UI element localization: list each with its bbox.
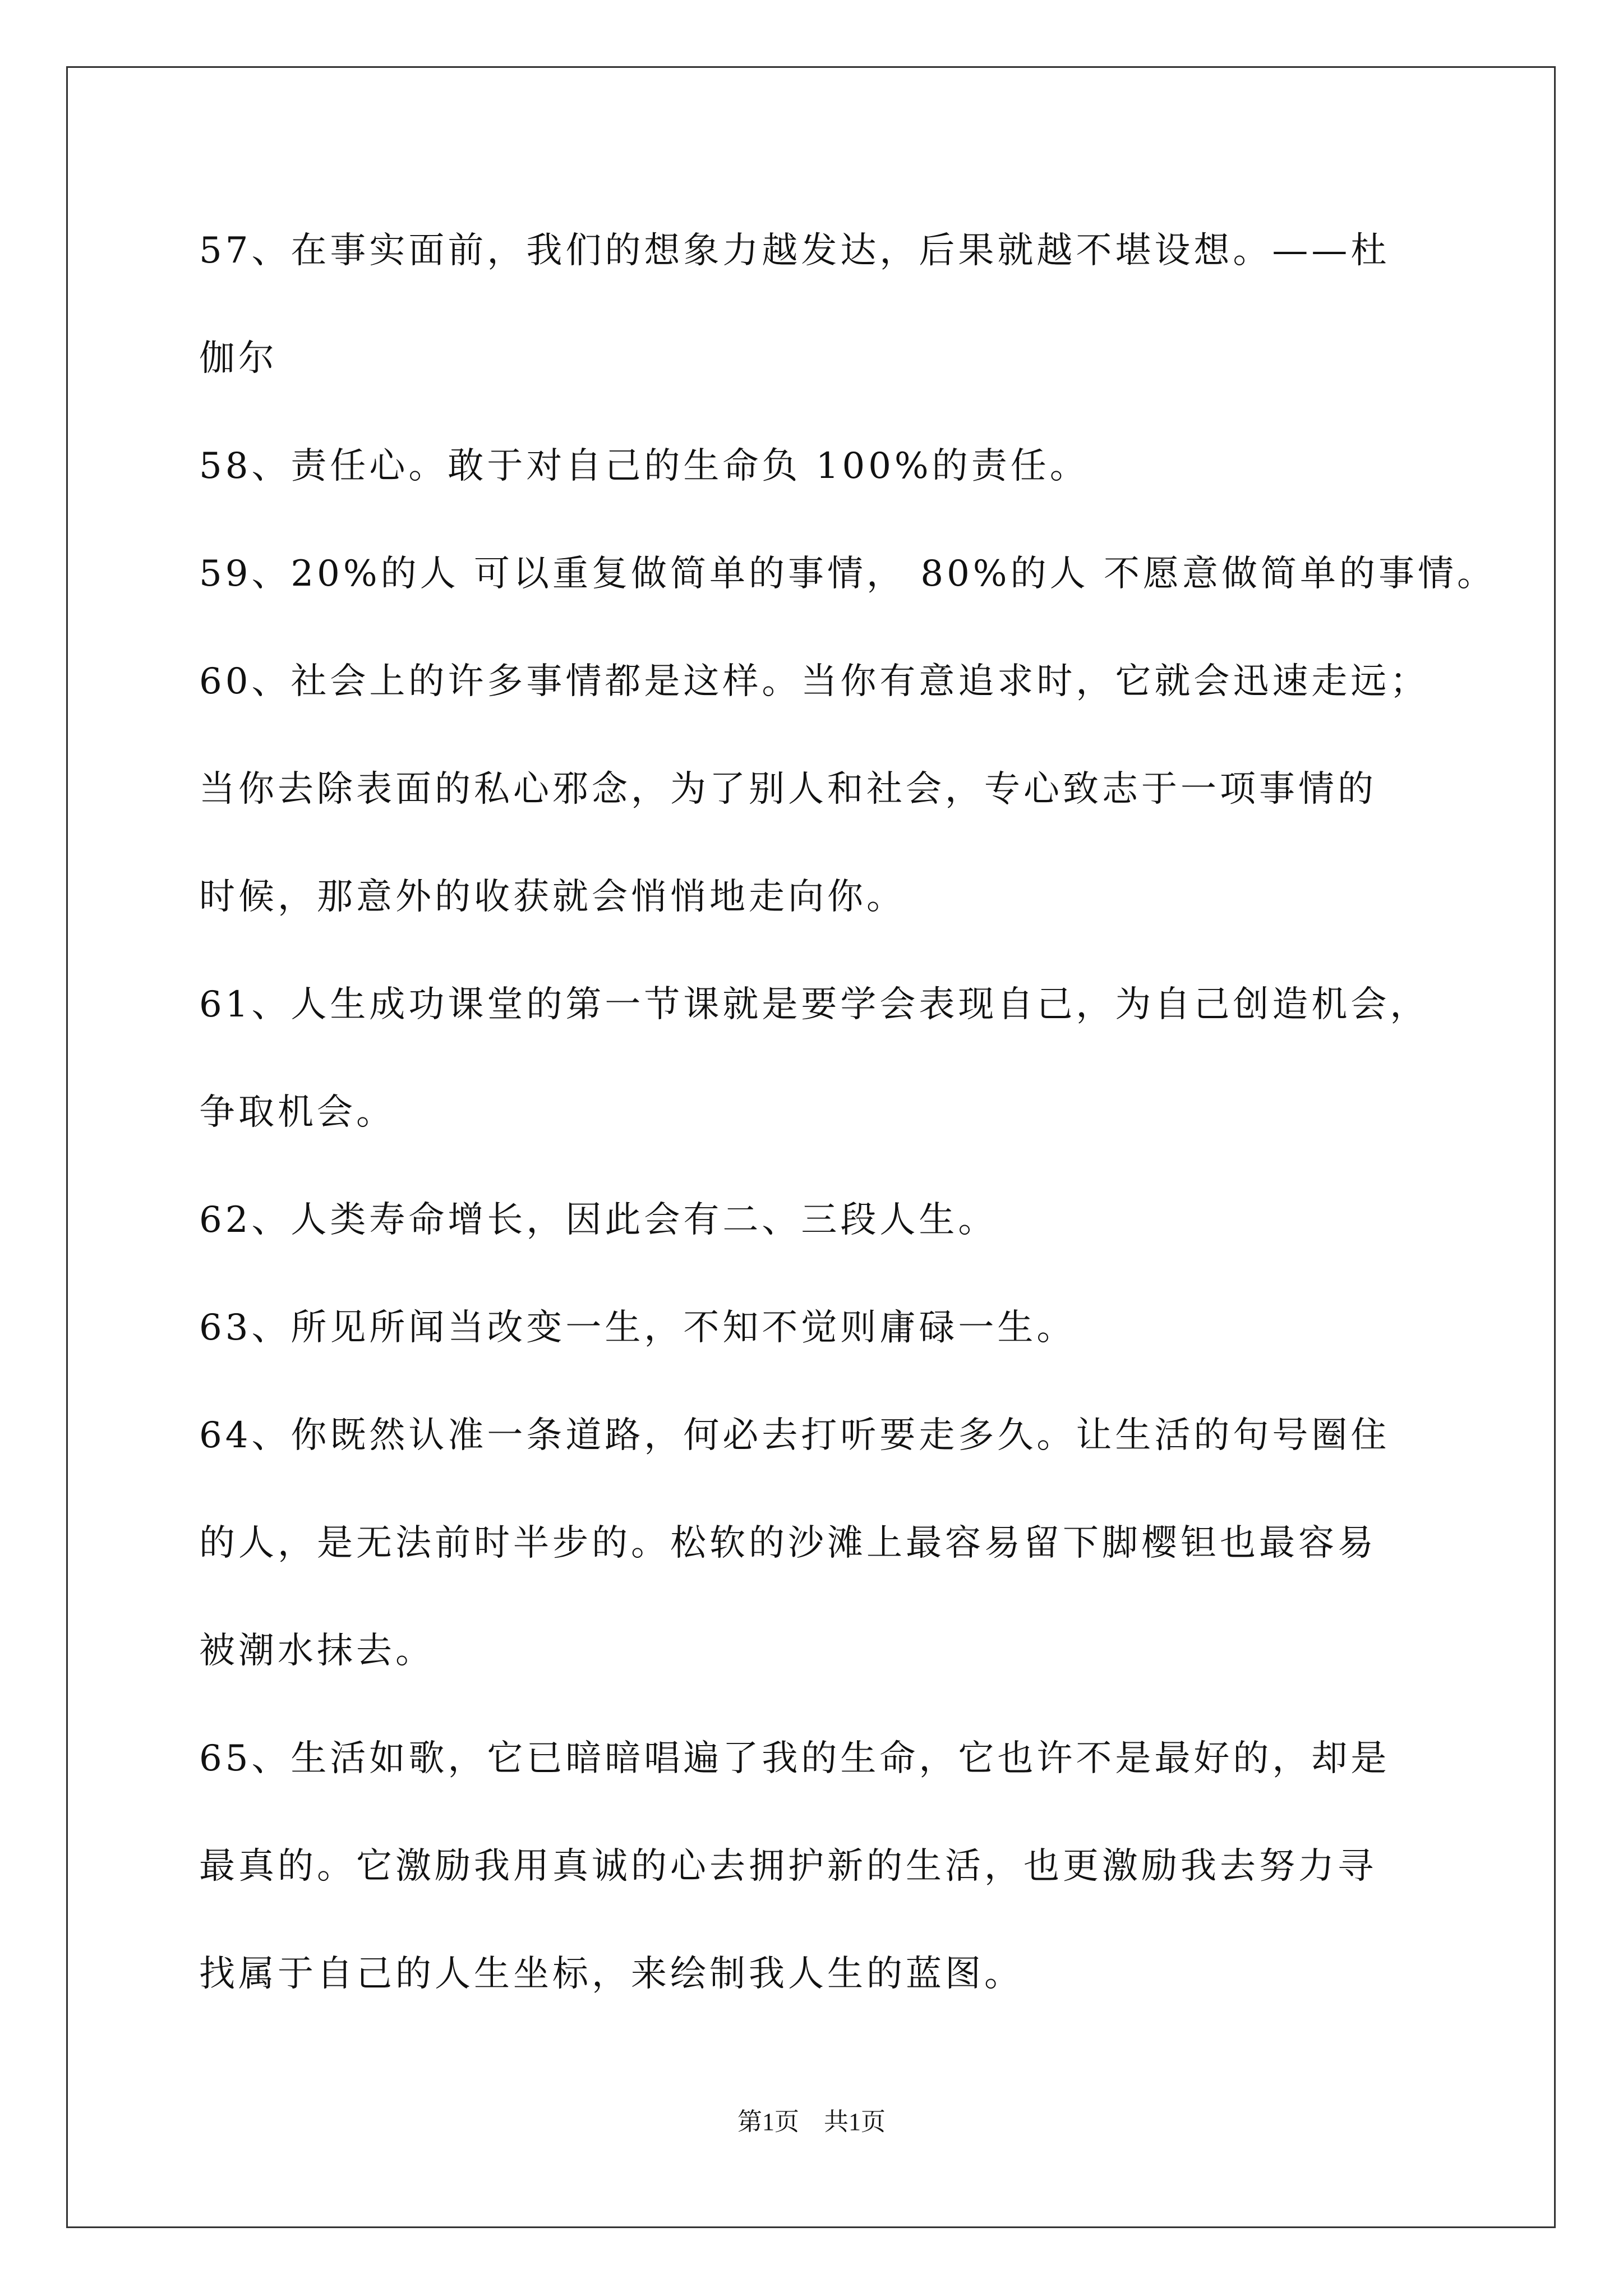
text-line: 找属于自己的人生坐标，来绘制我人生的蓝图。 [199,1953,1023,1995]
text-line: 伽尔 [199,338,278,379]
document-body [199,216,1496,2047]
text-line: 时候，那意外的收获就会悄悄地走向你。 [199,876,906,918]
text-line: 57、在事实面前，我们的想象力越发达，后果就越不堪设想。——杜 [199,230,1390,272]
text-line: 63、所见所闻当改变一生，不知不觉则庸碌一生。 [199,1307,1076,1349]
text-line: 62、人类寿命增长，因此会有二、三段人生。 [199,1199,998,1241]
text-line: 争取机会。 [199,1092,395,1133]
text-line: 58、责任心。敢于对自己的生命负 100%的责任。 [199,445,1089,487]
text-line: 60、社会上的许多事情都是这样。当你有意追求时，它就会迅速走远； [199,661,1430,702]
text-line: 61、人生成功课堂的第一节课就是要学会表现自己，为自己创造机会， [199,984,1430,1025]
text-line: 当你去除表面的私心邪念，为了别人和社会，专心致志于一项事情的 [199,769,1377,810]
text-line: 65、生活如歌，它已暗暗唱遍了我的生命，它也许不是最好的，却是 [199,1738,1390,1779]
page-number-footer: 第1页 共1页 [737,2108,886,2136]
text-line: 64、你既然认准一条道路，何必去打听要走多久。让生活的句号圈住 [199,1415,1390,1456]
text-line: 59、20%的人 可以重复做简单的事情， 80%的人 不愿意做简单的事情。 [199,553,1496,595]
text-line: 被潮水抹去。 [199,1630,435,1672]
text-line: 的人，是无法前时半步的。松软的沙滩上最容易留下脚樱钽也最容易 [199,1522,1377,1564]
text-line: 最真的。它激励我用真诚的心去拥护新的生活，也更激励我去努力寻 [199,1846,1377,1887]
